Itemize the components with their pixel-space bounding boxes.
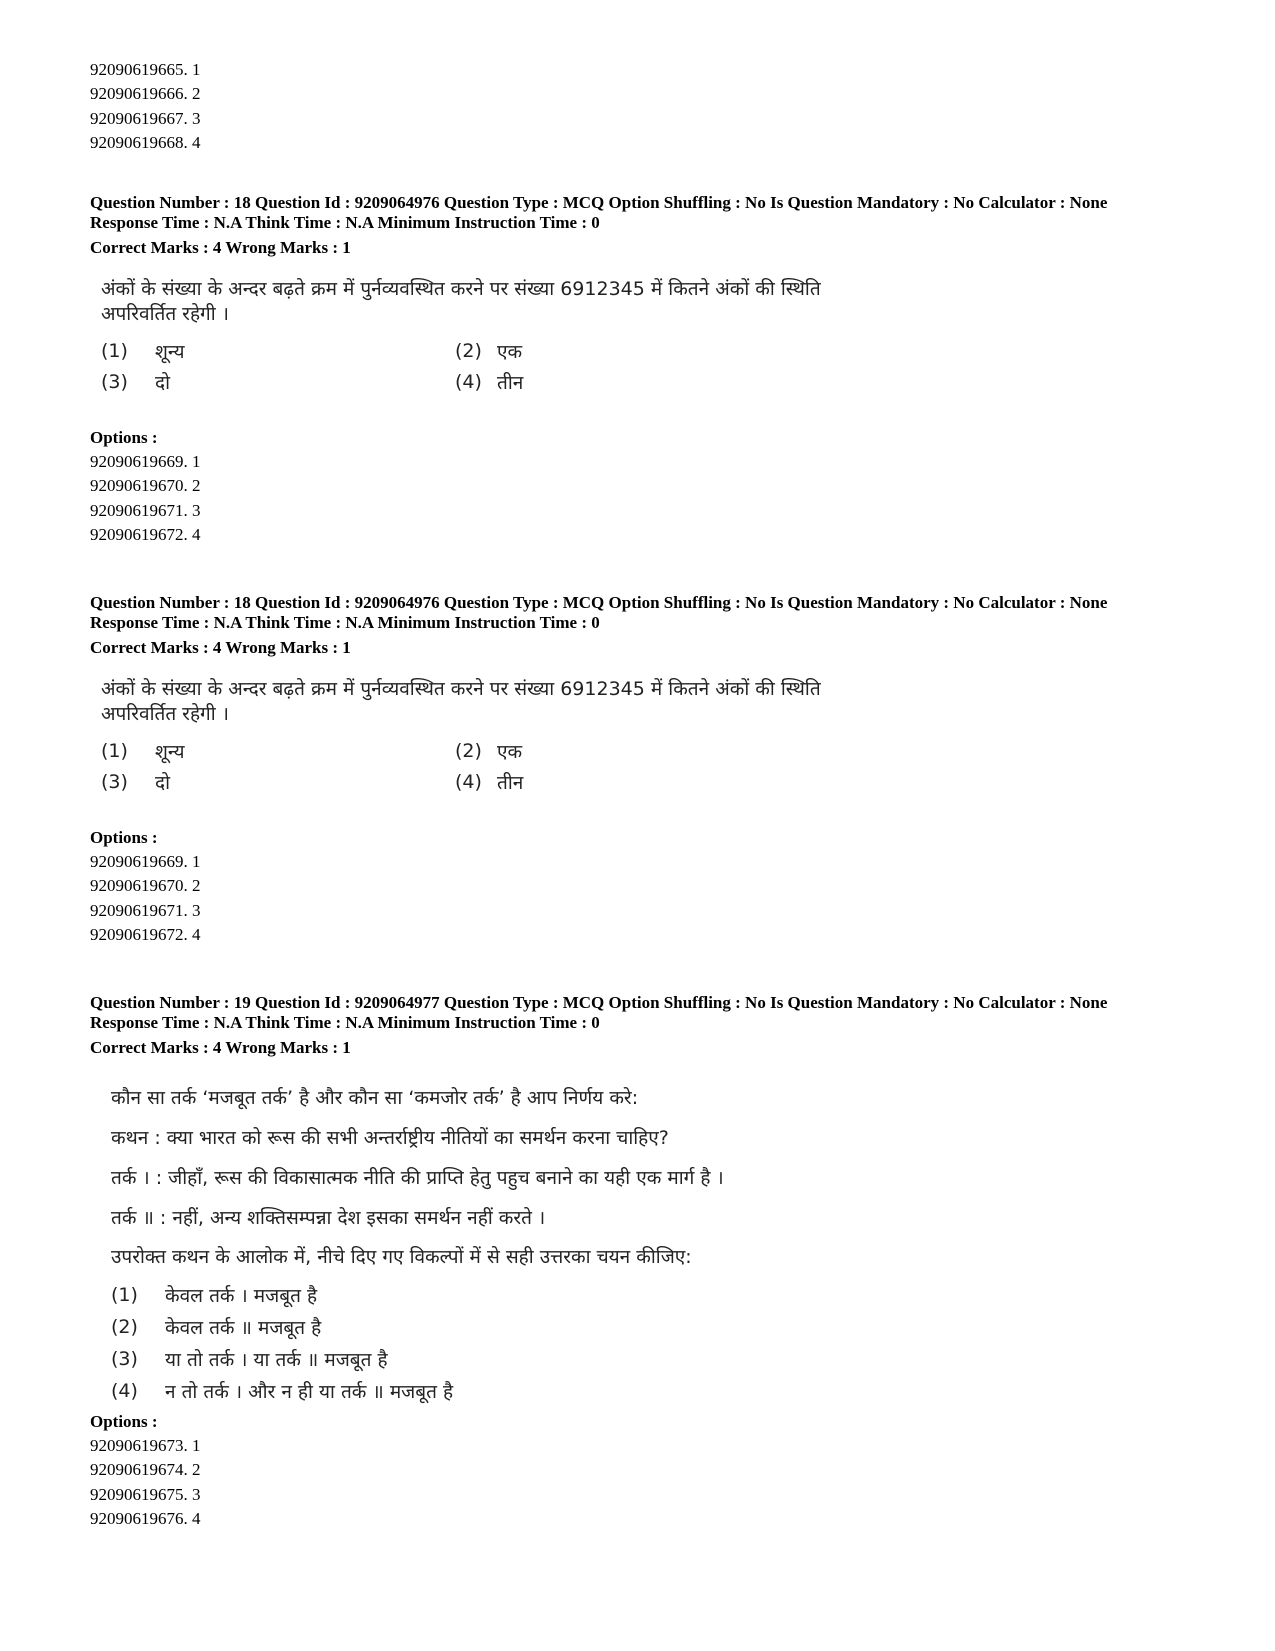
question-stem: अंकों के संख्या के अन्दर बढ़ते क्रम में पुर्नव्यवस्थित करने पर संख्या 6912345 में कितने अंकों की स्थिति — [101, 678, 821, 700]
choice-number: (3) — [101, 771, 128, 793]
question-marks: Correct Marks : 4 Wrong Marks : 1 — [90, 238, 351, 257]
choice-text: न तो तर्क । और न ही या तर्क ॥ मजबूत है — [165, 1381, 454, 1403]
question-stem: अपरिवर्तित रहेगी । — [101, 703, 229, 725]
option-line: 92090619669. 1 — [90, 852, 201, 871]
choice-number: (2) — [455, 740, 482, 762]
choice-text: या तो तर्क । या तर्क ॥ मजबूत है — [165, 1349, 388, 1371]
choice-number: (3) — [111, 1348, 138, 1370]
option-line: 92090619667. 3 — [90, 109, 201, 128]
choice-number: (3) — [101, 371, 128, 393]
options-label: Options : — [90, 828, 158, 847]
choice-text: केवल तर्क ॥ मजबूत है — [165, 1317, 322, 1339]
option-line: 92090619671. 3 — [90, 901, 201, 920]
question-instruction: उपरोक्त कथन के आलोक में, नीचे दिए गए विकल्पों में से सही उत्तरका चयन कीजिए: — [111, 1246, 692, 1268]
choice-number: (4) — [455, 371, 482, 393]
choice-number: (4) — [111, 1380, 138, 1402]
choice-text: एक — [497, 341, 523, 363]
option-line: 92090619669. 1 — [90, 452, 201, 471]
question-header: Question Number : 19 Question Id : 9209064977 Question Type : MCQ Option Shuffling : No Is Question Mandatory : No Calculator : None — [90, 993, 1108, 1012]
options-label: Options : — [90, 1412, 158, 1431]
option-line: 92090619666. 2 — [90, 84, 201, 103]
option-line: 92090619670. 2 — [90, 876, 201, 895]
question-header: Question Number : 18 Question Id : 9209064976 Question Type : MCQ Option Shuffling : No Is Question Mandatory : No Calculator : None — [90, 193, 1108, 212]
choice-text: तीन — [497, 372, 524, 394]
choice-text: शून्य — [155, 341, 185, 363]
option-line: 92090619673. 1 — [90, 1436, 201, 1455]
question-argument: तर्क । : जीहाँ, रूस की विकासात्मक नीति की प्राप्ति हेतु पहुच बनाने का यही एक मार्ग है । — [111, 1167, 724, 1189]
option-line: 92090619674. 2 — [90, 1460, 201, 1479]
question-marks: Correct Marks : 4 Wrong Marks : 1 — [90, 1038, 351, 1057]
choice-text: एक — [497, 741, 523, 763]
question-stem: अंकों के संख्या के अन्दर बढ़ते क्रम में पुर्नव्यवस्थित करने पर संख्या 6912345 में कितने अंकों की स्थिति — [101, 278, 821, 300]
choice-number: (1) — [111, 1284, 138, 1306]
option-line: 92090619668. 4 — [90, 133, 201, 152]
option-line: 92090619676. 4 — [90, 1509, 201, 1528]
question-stem: अपरिवर्तित रहेगी । — [101, 303, 229, 325]
question-timing: Response Time : N.A Think Time : N.A Minimum Instruction Time : 0 — [90, 1013, 600, 1032]
option-line: 92090619675. 3 — [90, 1485, 201, 1504]
question-timing: Response Time : N.A Think Time : N.A Minimum Instruction Time : 0 — [90, 613, 600, 632]
choice-text: केवल तर्क । मजबूत है — [165, 1285, 318, 1307]
question-header: Question Number : 18 Question Id : 9209064976 Question Type : MCQ Option Shuffling : No Is Question Mandatory : No Calculator : None — [90, 593, 1108, 612]
choice-number: (2) — [111, 1316, 138, 1338]
choice-number: (1) — [101, 740, 128, 762]
option-line: 92090619672. 4 — [90, 525, 201, 544]
choice-number: (1) — [101, 340, 128, 362]
option-line: 92090619670. 2 — [90, 476, 201, 495]
option-line: 92090619665. 1 — [90, 60, 201, 79]
choice-text: दो — [155, 772, 171, 794]
choice-number: (2) — [455, 340, 482, 362]
question-argument: तर्क ॥ : नहीं, अन्य शक्तिसम्पन्ना देश इसका समर्थन नहीं करते । — [111, 1207, 546, 1229]
question-stem: कौन सा तर्क ‘मजबूत तर्क’ है और कौन सा ‘कमजोर तर्क’ है आप निर्णय करे: — [111, 1087, 639, 1109]
option-line: 92090619672. 4 — [90, 925, 201, 944]
choice-number: (4) — [455, 771, 482, 793]
choice-text: दो — [155, 372, 171, 394]
option-line: 92090619671. 3 — [90, 501, 201, 520]
question-timing: Response Time : N.A Think Time : N.A Minimum Instruction Time : 0 — [90, 213, 600, 232]
options-label: Options : — [90, 428, 158, 447]
question-statement: कथन : क्या भारत को रूस की सभी अन्तर्राष्ट्रीय नीतियों का समर्थन करना चाहिए? — [111, 1127, 669, 1149]
choice-text: शून्य — [155, 741, 185, 763]
choice-text: तीन — [497, 772, 524, 794]
question-marks: Correct Marks : 4 Wrong Marks : 1 — [90, 638, 351, 657]
